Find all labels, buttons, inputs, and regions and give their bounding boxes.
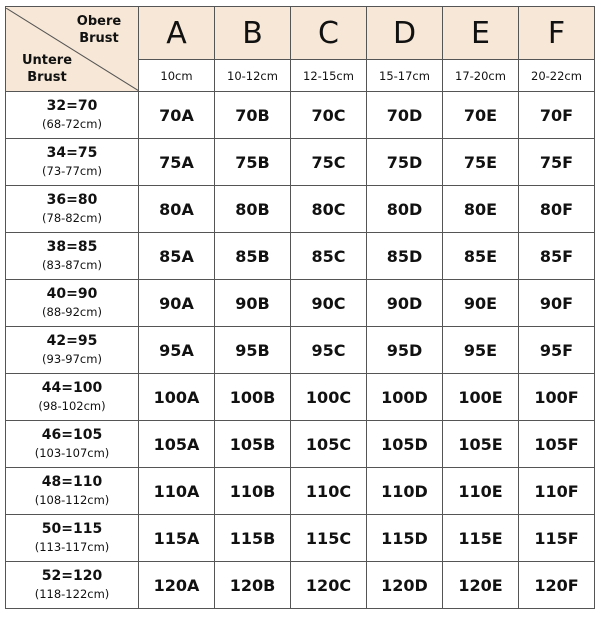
band-size: 36=80: [46, 192, 98, 208]
size-cell: 110E: [443, 468, 519, 515]
size-cell: 100C: [291, 374, 367, 421]
size-cell: 80C: [291, 186, 367, 233]
size-cell: 100E: [443, 374, 519, 421]
size-cell: 70F: [519, 92, 595, 139]
size-cell: 80F: [519, 186, 595, 233]
cup-letter: F: [519, 7, 595, 60]
size-cell: 110F: [519, 468, 595, 515]
size-cell: 95F: [519, 327, 595, 374]
band-size-cell: [6, 280, 139, 327]
size-cell: 75E: [443, 139, 519, 186]
cup-letter: D: [367, 7, 443, 60]
size-cell: 85A: [139, 233, 215, 280]
corner-bottom-line2: Brust: [27, 69, 67, 85]
corner-top-line2: Brust: [79, 30, 119, 46]
corner-content: [6, 8, 138, 91]
size-cell: 110B: [215, 468, 291, 515]
size-cell: 115B: [215, 515, 291, 562]
table-row: [6, 327, 595, 374]
size-cell: 110D: [367, 468, 443, 515]
band-size-cell: [6, 562, 139, 609]
corner-bottom-line1: Untere: [21, 52, 73, 68]
size-cell: 105D: [367, 421, 443, 468]
size-cell: 100B: [215, 374, 291, 421]
band-cm-range: (113-117cm): [34, 540, 110, 554]
band-size-cell: [6, 186, 139, 233]
band-size-cell: [6, 515, 139, 562]
band-size: 40=90: [46, 286, 98, 302]
size-cell: 70A: [139, 92, 215, 139]
table-row: [6, 468, 595, 515]
size-cell: 120B: [215, 562, 291, 609]
size-cell: 75A: [139, 139, 215, 186]
size-cell: 75F: [519, 139, 595, 186]
size-cell: 95E: [443, 327, 519, 374]
size-cell: 90F: [519, 280, 595, 327]
band-size: 44=100: [41, 380, 103, 396]
cup-range: 10-12cm: [215, 60, 291, 92]
cup-range: 15-17cm: [367, 60, 443, 92]
table-row: [6, 186, 595, 233]
size-cell: 70D: [367, 92, 443, 139]
size-cell: 90D: [367, 280, 443, 327]
size-cell: 80D: [367, 186, 443, 233]
band-cm-range: (98-102cm): [38, 399, 106, 413]
size-cell: 105E: [443, 421, 519, 468]
size-cell: 100A: [139, 374, 215, 421]
band-cm-range: (88-92cm): [42, 305, 102, 319]
size-cell: 115A: [139, 515, 215, 562]
band-cm-range: (93-97cm): [42, 352, 102, 366]
cup-range: 12-15cm: [291, 60, 367, 92]
band-size: 42=95: [46, 333, 98, 349]
size-cell: 120F: [519, 562, 595, 609]
band-size-cell: [6, 139, 139, 186]
size-cell: 95A: [139, 327, 215, 374]
band-size: 38=85: [46, 239, 98, 255]
band-cm-range: (83-87cm): [42, 258, 102, 272]
size-cell: 80B: [215, 186, 291, 233]
size-cell: 110A: [139, 468, 215, 515]
corner-cell: [6, 7, 139, 92]
band-size: 48=110: [41, 474, 103, 490]
size-cell: 105F: [519, 421, 595, 468]
size-cell: 70B: [215, 92, 291, 139]
band-cm-range: (103-107cm): [34, 446, 110, 460]
size-cell: 85E: [443, 233, 519, 280]
table-row: [6, 139, 595, 186]
band-size-cell: [6, 233, 139, 280]
size-cell: 85D: [367, 233, 443, 280]
size-cell: 115F: [519, 515, 595, 562]
size-cell: 115E: [443, 515, 519, 562]
size-cell: 85C: [291, 233, 367, 280]
table-row: [6, 92, 595, 139]
band-cm-range: (108-112cm): [34, 493, 110, 507]
band-size: 50=115: [41, 521, 103, 537]
size-cell: 80A: [139, 186, 215, 233]
corner-top-line1: Obere: [76, 13, 122, 29]
band-size-cell: [6, 374, 139, 421]
bra-size-chart: [5, 6, 595, 609]
cup-letter: C: [291, 7, 367, 60]
band-size-cell: [6, 327, 139, 374]
band-size: 34=75: [46, 145, 98, 161]
band-cm-range: (73-77cm): [42, 164, 102, 178]
size-cell: 105B: [215, 421, 291, 468]
band-size-cell: [6, 468, 139, 515]
band-size-cell: [6, 92, 139, 139]
cup-letter: A: [139, 7, 215, 60]
size-cell: 100F: [519, 374, 595, 421]
size-cell: 90E: [443, 280, 519, 327]
table-row: [6, 233, 595, 280]
cup-letter: B: [215, 7, 291, 60]
size-cell: 115C: [291, 515, 367, 562]
band-size: 52=120: [41, 568, 103, 584]
size-cell: 90B: [215, 280, 291, 327]
corner-label-top: [74, 13, 124, 47]
band-size: 46=105: [41, 427, 103, 443]
table-row: [6, 562, 595, 609]
size-cell: 85F: [519, 233, 595, 280]
table-row: [6, 421, 595, 468]
size-cell: 120E: [443, 562, 519, 609]
band-cm-range: (68-72cm): [42, 117, 102, 131]
table-row: [6, 374, 595, 421]
size-cell: 110C: [291, 468, 367, 515]
size-cell: 115D: [367, 515, 443, 562]
size-cell: 75D: [367, 139, 443, 186]
table-row: [6, 515, 595, 562]
table-row: [6, 280, 595, 327]
size-cell: 100D: [367, 374, 443, 421]
band-size: 32=70: [46, 98, 98, 114]
size-cell: 95B: [215, 327, 291, 374]
size-cell: 120C: [291, 562, 367, 609]
size-cell: 70E: [443, 92, 519, 139]
cup-letter-row: [6, 7, 595, 60]
size-cell: 70C: [291, 92, 367, 139]
size-cell: 120A: [139, 562, 215, 609]
size-cell: 75C: [291, 139, 367, 186]
band-size-cell: [6, 421, 139, 468]
size-cell: 105A: [139, 421, 215, 468]
chart-header: [6, 7, 595, 92]
cup-letter: E: [443, 7, 519, 60]
size-cell: 90C: [291, 280, 367, 327]
chart-body: [6, 92, 595, 609]
size-cell: 95C: [291, 327, 367, 374]
band-cm-range: (78-82cm): [42, 211, 102, 225]
cup-range: 20-22cm: [519, 60, 595, 92]
cup-range: 10cm: [139, 60, 215, 92]
size-cell: 80E: [443, 186, 519, 233]
size-cell: 75B: [215, 139, 291, 186]
size-cell: 120D: [367, 562, 443, 609]
band-cm-range: (118-122cm): [34, 587, 110, 601]
size-cell: 90A: [139, 280, 215, 327]
size-cell: 105C: [291, 421, 367, 468]
corner-label-bottom: [20, 52, 74, 86]
cup-range: 17-20cm: [443, 60, 519, 92]
size-cell: 95D: [367, 327, 443, 374]
size-cell: 85B: [215, 233, 291, 280]
